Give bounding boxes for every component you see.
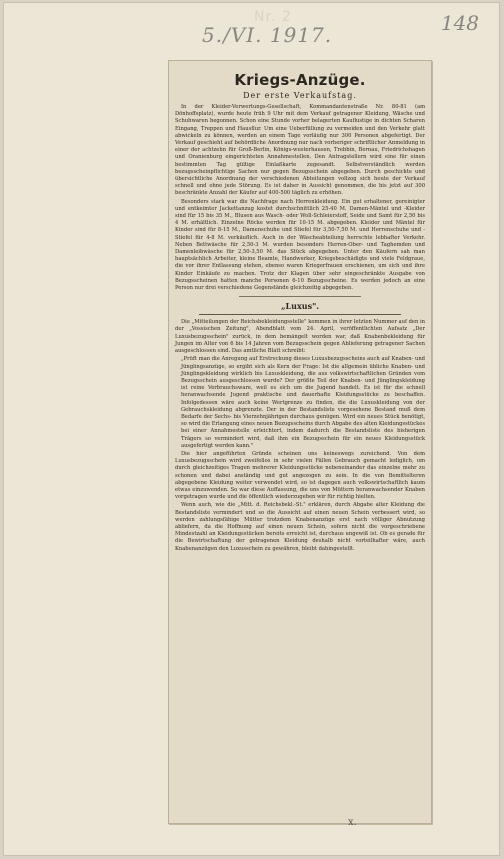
quoted-paragraph: „Prüft man die Anregung auf Erstreckung dieses Luxusbezugsscheins auch auf Knaben- und Jünglingsanzüge, so ergibt sich als Kern der Frage: Ist die allgemein übliche Knaben- und Jünglingskleidung wirklich bis Luxuskleidung, die aus volkswirtschaftlichen Gründen vom Bezugsschein ausgeschlossen wurde? Der größte Teil der Knaben- und Jünglingskleidung ist reine Verbrauchsware, weil es sich um die Jugend handelt. Es ist für die schnell heranwachsende Jugend praktische und dauerhafte Kleidungsstücke zu beschaffen. Infolgedessen wäre auch keine Wertgrenze zu finden, die die Luxuskleidung von der Gebrauchskleidung abgrenzte. Der in der Bestandsliste vorgesehene Bestand muß dem Bedarfe der Sechs- bis Vierzehnjährigen durchaus genügen. Wird ein neues Stück benötigt, so wird die Erlangung eines neuen Bezugsscheins durch Abgabe des alten Kleidungsstückes bei einer Annahmestelle erleichtert, indem dadurch die Bestandsliste des bisherigen Trägers so vermindert wird, daß ihm ein Bezugsschein für ein neues Kleidungsstück ausgefertigt werden kann.": [181, 356, 425, 449]
section-title-rule: [199, 314, 401, 315]
end-mark: x.: [348, 817, 357, 828]
article-paragraph: Besonders stark war die Nachfrage nach Herrenkleidung. Ein gut erhaltener, gereinigter und entkeimter Jackettanzug kostet durchschnittlich 25-40 M. Damen-Mäntel und -Kleider sind für 15 bis 35 M., Blusen aus Wasch- oder Woll-Schleierstoff, Seide und Samt für 2,50 bis 4 M. erhältlich. Einzelne Röcke werden für 10-15 M. abgegeben. Kleider und Mäntel für Kinder sind für 8-15 M., Damenschuhe und Stiefel für 3,50-7,50 M. und Herrenschuhe und -Stiefel für 4-8 M. verkäuflich. Auch in der Wäscheabteilung herrschte lebhafter Verkehr. Neben Bettwäsche für 2,50-3 M. wurden besonders Herren-Ober- und Taghemden und Damenleibwäsche für 2,50-3,50 M. das Stück abgegeben. Unter den Käufern sah man hauptsächlich Arbeiter, kleine Beamte, Handwerker, Kriegsbeschädigte und viele Feldgraue, die vor ihrer Entlassung stehen, ebenso waren Kriegerfrauen erschienen, um sich und ihre Kinder Einkäufe zu machen. Trotz der Klagen über sehr eingeschränkte Ausgabe von Bezugsscheinen hatten manche Personen 6-10 Bezugsscheine. Es werden jedoch an eine Person nur drei verschiedene Gegenstände gleichzeitig abgegeben.: [175, 198, 425, 292]
section-divider: [239, 296, 361, 297]
article-paragraph: In der Kleider-Verwertungs-Gesellschaft, Kommandantenstraße Nr. 80-81 (am Dönhoffsplatz), wurde heute früh 9 Uhr mit dem Verkauf getragener Kleidung, Wäsche und Schuhwaren begonnen. Schon eine Stunde vorher belagerten Kauflustige in dichten Scharen Eingang, Treppen und Hausflur. Um eine Ueberfüllung zu vermeiden und den Verkehr glatt abwickeln zu können, werden an einem Tage vorläufig nur 300 Personen abgefertigt. Der Verkauf geschieht auf behördliche Anordnung nur nach vorheriger schriftlicher Anmeldung in einer der achtzehn für Groß-Berlin, Königs-wusterhausen, Trebbin, Bernau, Friedrichshagen und Oranienburg eingerichteten Annahmestellen. Den Antragstellern wird eine für einen bestimmten Tag gültige Einlaßkarte zugesandt. Selbstverständlich werden bezugsscheinpflichtige Sachen nur gegen Bezugsschein abgegeben. Durch geschickte und übersichtliche Anordnung der verschiedenen Abteilungen vollzog sich heute der Verkauf schnell und ohne jede Störung. Es ist daher in Aussicht genommen, die bis jetzt auf 300 beschränkte Anzahl der Käufer auf 400-500 täglich zu erhöhen.: [175, 104, 425, 197]
section-body: [169, 319, 431, 553]
section-paragraph: Wenn auch, wie die „Mitt. d. Reichsbekl.-St." erklären, durch Abgabe alter Kleidung die Bestandsliste vermindert und so die Aussicht auf einen neuen Schein verbessert wird, so werden zahlungsfähige Mütter trotzdem Knabenanzüge erst nach völliger Abnutzung abliefern, da die Hoffnung auf einen neuen Schein, sofern nicht die vorgeschriebene Mindestzahl an Kleidungsstücken bereits erreicht ist, durchaus ungewiß ist. Ob es gerade für die Bewirtschaftung der getragenen Kleidung deshalb nicht vorteilhafter wäre, auch Knabenanzügen den Luxusschein zu gewähren, bleibt dahingestellt.: [175, 502, 425, 552]
faint-stamp: Nr. 2: [254, 9, 292, 25]
newspaper-clipping: [168, 60, 432, 824]
article-body: [169, 104, 431, 292]
handwritten-page-number: 148: [440, 11, 479, 35]
section-paragraph: Die hier angeführten Gründe scheinen uns keineswegs zureichend. Von dem Luxusbezugsschein wird zweifellos in sehr vielen Fällen Gebrauch gemacht lediglich, um durch gleichzeitiges Tragen mehrerer Kleidungsstücke nebeneinander das einzelne mehr zu schonen und dabei anständig und gut angezogen zu sein. In die von Bemittelteren abgegebene Kleidung weiter verwendet wird, so ist dagegen auch volkswirtschaftlich kaum etwas einzuwenden. So war diese Auffassung, die uns von Müttern heranwachsender Knaben vorgetragen wurde und die öffentlich wiederzugeben wir für richtig hielten.: [175, 450, 425, 501]
section-title: „Luxus".: [280, 301, 320, 312]
handwritten-date: 5./VI. 1917.: [202, 23, 333, 47]
article-subheadline: Der erste Verkaufstag.: [243, 91, 357, 100]
article-headline: Kriegs-Anzüge.: [234, 71, 366, 89]
section-paragraph: Die „Mitteilungen der Reichsbekleidungsstelle" kommen in ihrer letzten Nummer auf den in der „Vossischen Zeitung", Abendblatt vom 24. April, veröffentlichten Aufsatz „Der Luxusbezugsschein" zurück, in dem bemängelt worden war, daß Knabenbekleidung für Jungen im Alter von 6 bis 14 Jahren vom Bezugsschein gegen Ablieferung getragener Sachen ausgeschlossen sind. Das amtliche Blatt schreibt:: [175, 319, 425, 355]
